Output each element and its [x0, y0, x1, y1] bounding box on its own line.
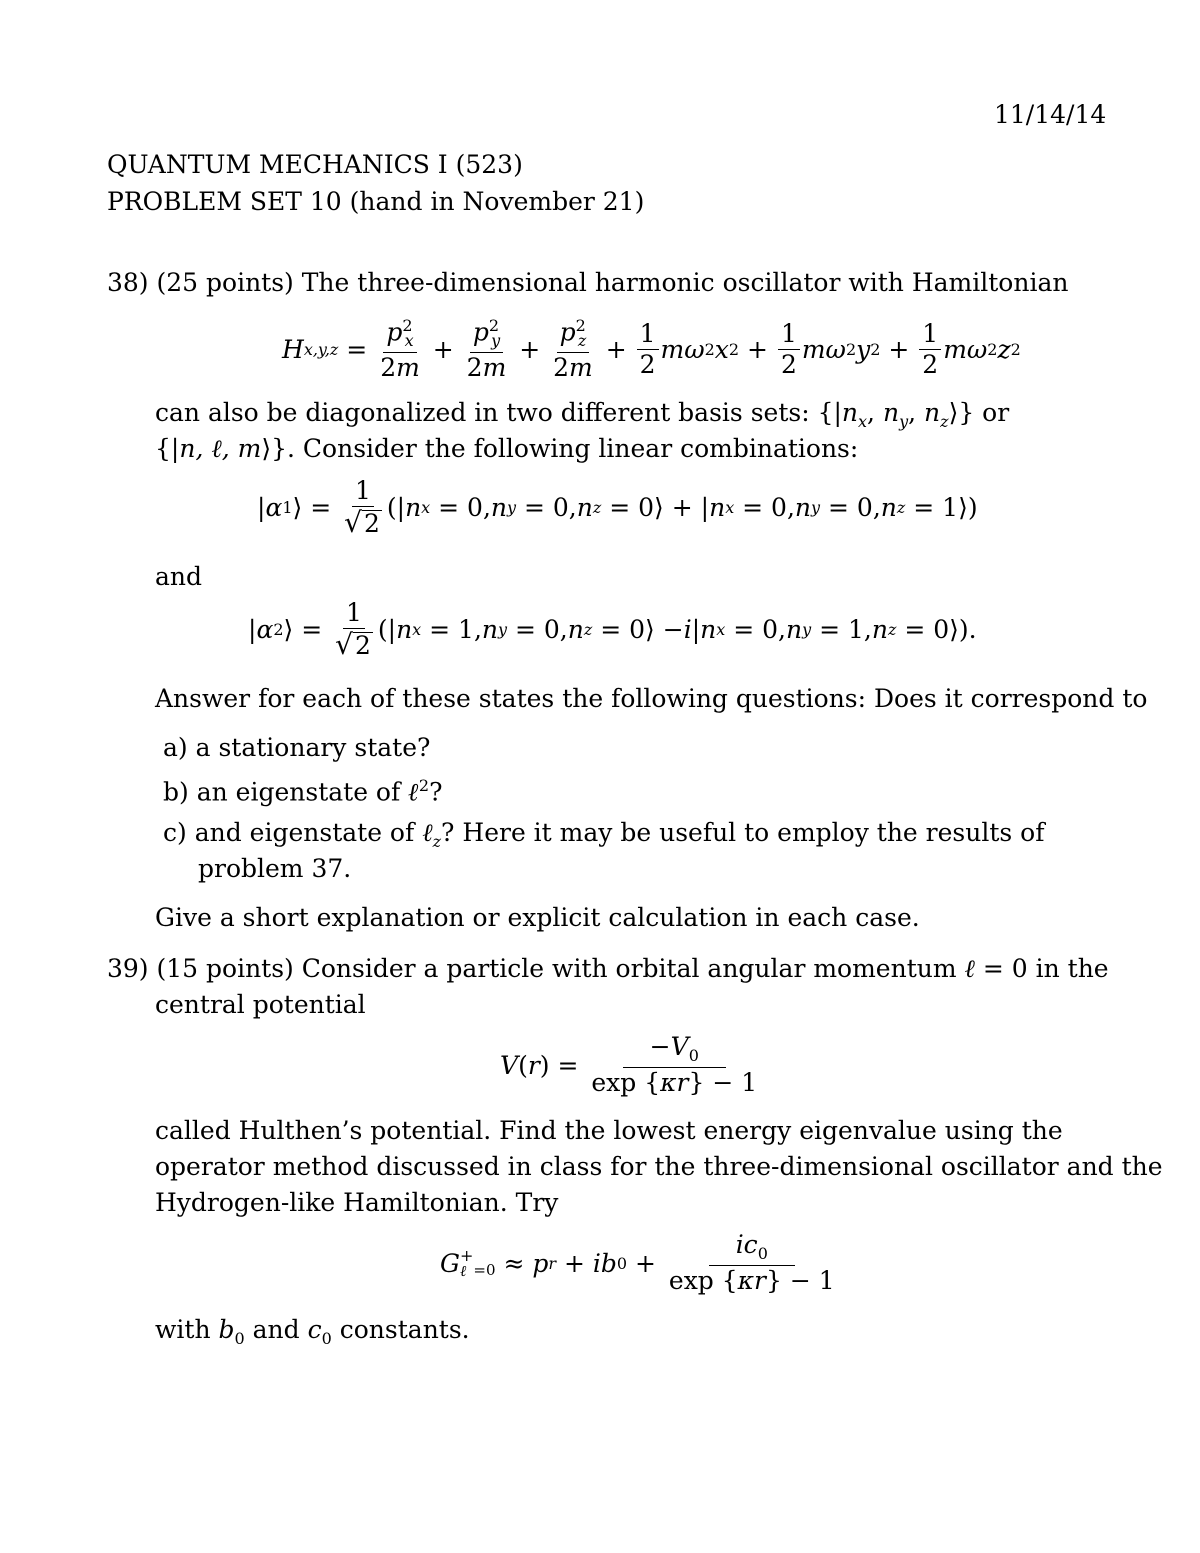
- alpha1-equation: | α 1 ⟩ = 1 √ 2 (| n x = 0, n y = 0, n z = 0⟩ + | n x = 0, n y = 0, n z = 1⟩): [257, 476, 978, 540]
- called-line-1: called Hulthen’s potential. Find the lowest energy eigenvalue using the: [155, 1116, 1063, 1145]
- answer-text: Answer for each of these states the following questions: Does it correspond to: [155, 684, 1148, 713]
- item-b: b) an eigenstate of ℓ$^2$?: [163, 776, 443, 807]
- item-b-text: an eigenstate of: [196, 777, 409, 807]
- date: 11/14/14: [994, 100, 1107, 129]
- problem-39-intro-2: central potential: [155, 990, 366, 1019]
- basis-line-1: can also be diagonalized in two different basis sets: {$|n_x$, $n_y$, $n_z⟩$} or: [155, 398, 1010, 431]
- item-c-label: c): [163, 818, 187, 847]
- problem-set-title: PROBLEM SET 10 (hand in November 21): [107, 187, 645, 216]
- with-constants-text: with $b_0$ and $c_0$ constants.: [155, 1315, 470, 1348]
- and-text: and: [155, 562, 203, 591]
- give-text: Give a short explanation or explicit calculation in each case.: [155, 903, 920, 932]
- item-c-text: and eigenstate of: [194, 818, 423, 847]
- hamiltonian-equation: H x,y,z = $\frac{p^2_x}{2m}$ + $\frac{p^2_y}{2m}$ + $\frac{p^2_z}{2m}$ + $\frac{1}{2}$ mω 2 x 2 + $\frac{1}{2}$ mω 2 y 2 + $\frac{1}{2}$ mω 2 z 2: [282, 316, 1021, 383]
- hulthen-potential-equation: V ( r ) = $\frac{-V_0}{\exp \{\kappa r\} - 1}$: [500, 1032, 758, 1097]
- problem-39-intro: 39) (15 points) Consider a particle with orbital angular momentum ℓ = 0 in the: [107, 954, 1109, 983]
- item-a-text: a stationary state?: [195, 733, 431, 762]
- item-c: c) and eigenstate of ℓ$_z$? Here it may be useful to employ the results of: [163, 818, 1045, 851]
- alpha2-equation: | α 2 ⟩ = 1 √ 2 (| n x = 1, n y = 0, n z = 0⟩ − i | n x = 0, n y = 1, n z = 0⟩).: [248, 598, 977, 662]
- g-operator-equation: G + ℓ =0 ≈ p r + ib 0 + $\frac{ic_0}{\exp \{\kappa r\} - 1}$: [440, 1230, 835, 1295]
- course-title: QUANTUM MECHANICS I (523): [107, 150, 523, 179]
- item-b-label: b): [163, 777, 189, 807]
- item-a-label: a): [163, 733, 188, 762]
- called-line-2: operator method discussed in class for the three-dimensional oscillator and the: [155, 1152, 1163, 1181]
- basis-line-2: {|n, ℓ, m⟩}. Consider the following linear combinations:: [155, 434, 859, 463]
- called-line-3: Hydrogen-like Hamiltonian. Try: [155, 1188, 559, 1217]
- item-c-continued: problem 37.: [198, 854, 352, 883]
- item-a: [163, 733, 430, 762]
- problem-38-intro: 38) (25 points) The three-dimensional harmonic oscillator with Hamiltonian: [107, 268, 1069, 297]
